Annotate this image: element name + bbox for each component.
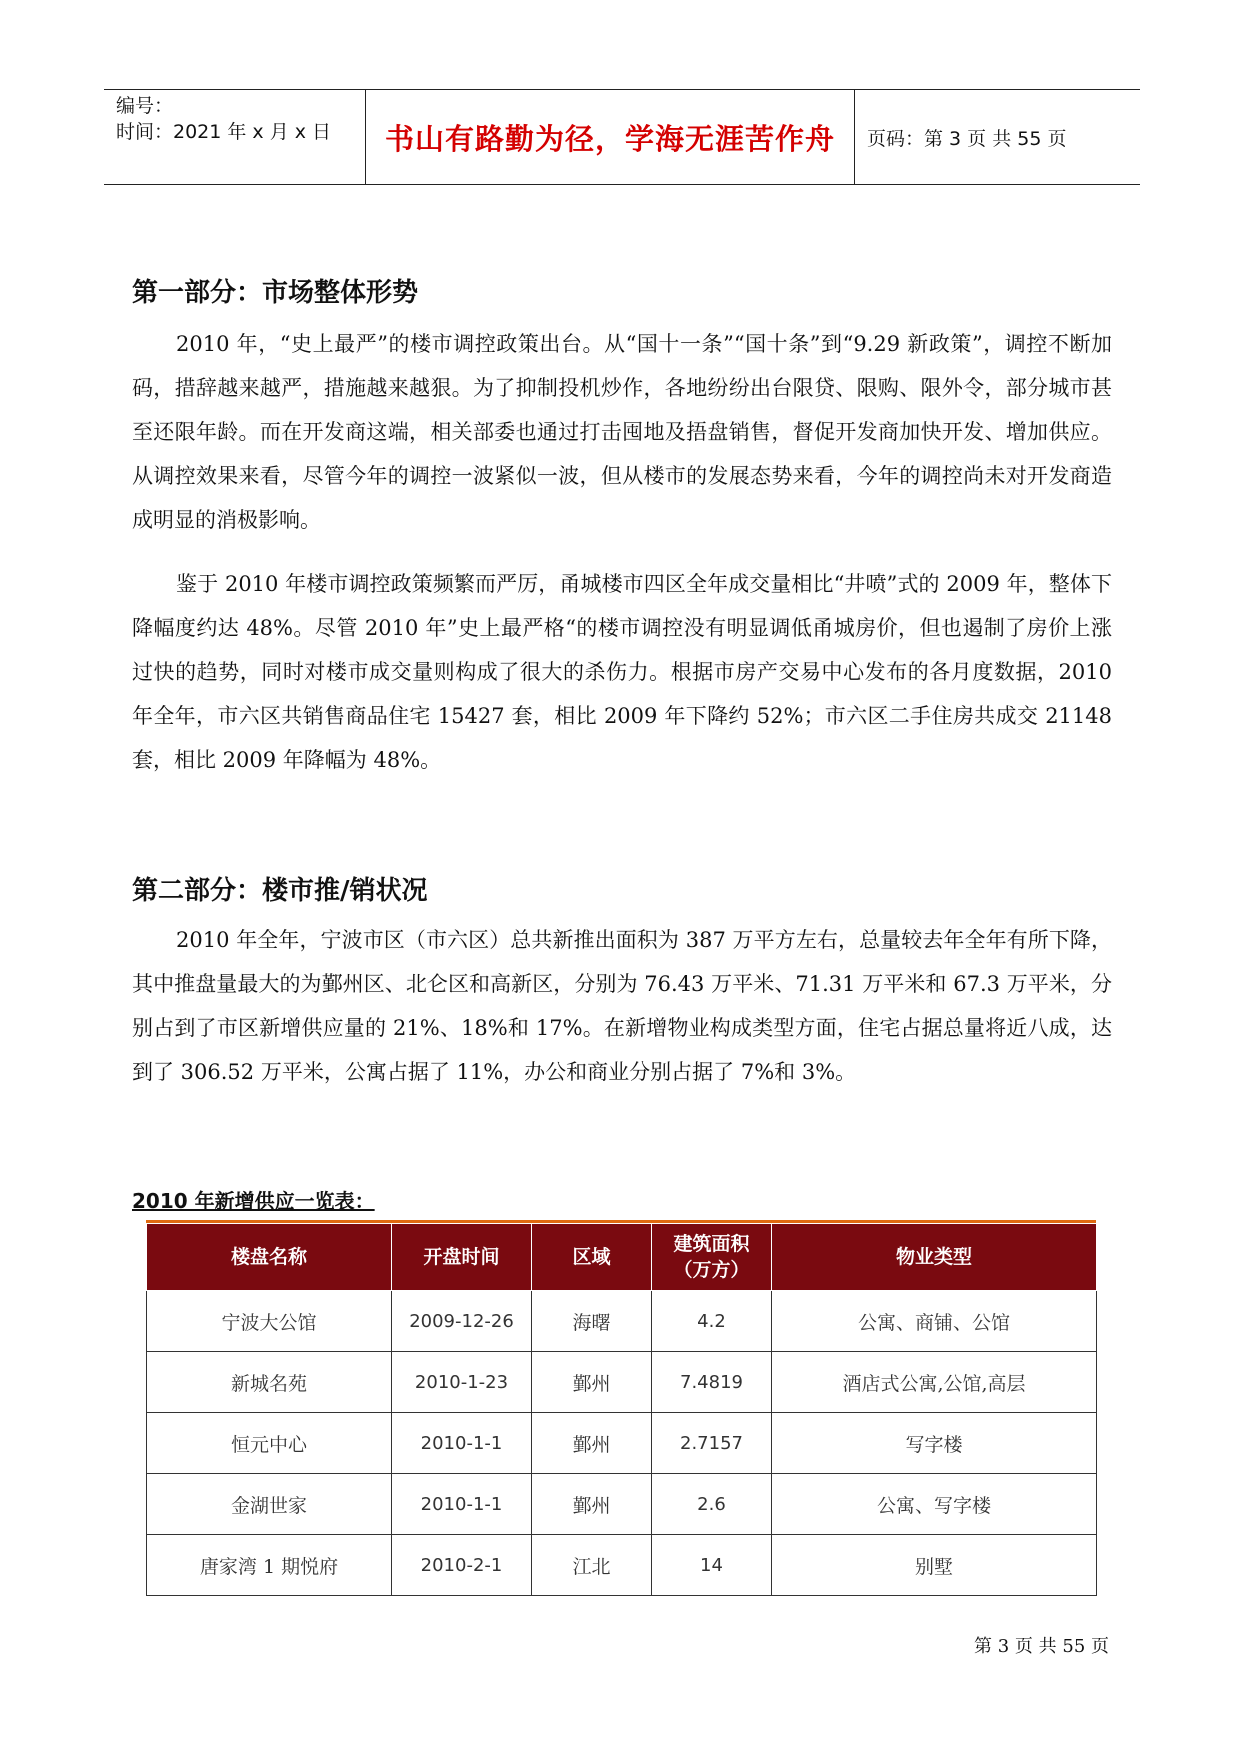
header-meta [104, 90, 366, 184]
header-number-label: 编号： [116, 95, 174, 117]
cell-open-date: 2009-12-26 [392, 1291, 532, 1352]
cell-district: 鄞州 [532, 1413, 652, 1474]
section1-paragraph-1: 2010 年，“史上最严”的楼市调控政策出台。从“国十一条”“国十条”到“9.29 新政策”，调控不断加码，措辞越来越严，措施越来越狠。为了抑制投机炒作，各地纷纷出台限贷、限购、限外令，部分城市甚至还限年龄。而在开发商这端，相关部委也通过打击囤地及捂盘销售，督促开发商加快开发、增加供应。从调控效果来看，尽管今年的调控一波紧似一波，但从楼市的发展态势来看，今年的调控尚未对开发商造成明显的消极影响。 [132, 332, 1112, 532]
table-row [147, 1413, 1097, 1474]
cell-project-name: 宁波大公馆 [147, 1291, 392, 1352]
section2-paragraph-1: 2010 年全年，宁波市区（市六区）总共新推出面积为 387 万平方左右，总量较去年全年有所下降，其中推盘量最大的为鄞州区、北仑区和高新区，分别为 76.43 万平米、71.31 万平米和 67.3 万平米，分别占到了市区新增供应量的 21%、18%和 17%。在新增物业构成类型方面，住宅占据总量将近八成，达到了 306.52 万平米，公寓占据了 11%，办公和商业分别占据了 7%和 3%。 [132, 928, 1112, 1084]
cell-property-type: 写字楼 [772, 1413, 1097, 1474]
cell-district: 海曙 [532, 1291, 652, 1352]
header-time-label: 时间：2021 年 x 月 x 日 [116, 121, 332, 143]
cell-floor-area: 2.7157 [652, 1413, 772, 1474]
table-row [147, 1291, 1097, 1352]
cell-project-name: 新城名苑 [147, 1352, 392, 1413]
cell-floor-area: 2.6 [652, 1474, 772, 1535]
table-row [147, 1352, 1097, 1413]
cell-district: 鄞州 [532, 1474, 652, 1535]
header-motto: 书山有路勤为径，学海无涯苦作舟 [366, 90, 855, 184]
cell-district: 鄞州 [532, 1352, 652, 1413]
header-page-info: 页码：第 3 页 共 55 页 [867, 127, 1067, 150]
supply-table [146, 1223, 1097, 1596]
cell-floor-area: 7.4819 [652, 1352, 772, 1413]
table-row [147, 1474, 1097, 1535]
page-footer: 第 3 页 共 55 页 [974, 1636, 1109, 1657]
section2-title: 第二部分：楼市推/销状况 [132, 876, 428, 906]
header-open-date: 开盘时间 [392, 1224, 532, 1291]
cell-project-name: 金湖世家 [147, 1474, 392, 1535]
cell-property-type: 公寓、商铺、公馆 [772, 1291, 1097, 1352]
header-floor-area: 建筑面积（万方） [652, 1224, 772, 1291]
cell-open-date: 2010-1-23 [392, 1352, 532, 1413]
header-district: 区域 [532, 1224, 652, 1291]
header-project-name: 楼盘名称 [147, 1224, 392, 1291]
section1-paragraph-2: 鉴于 2010 年楼市调控政策频繁而严厉，甬城楼市四区全年成交量相比“井喷”式的 2009 年，整体下降幅度约达 48%。尽管 2010 年”史上最严格“的楼市调控没有明显调低甬城房价，但也遏制了房价上涨过快的趋势，同时对楼市成交量则构成了很大的杀伤力。根据市房产交易中心发布的各月度数据，2010 年全年，市六区共销售商品住宅 15427 套，相比 2009 年下降约 52%；市六区二手住房共成交 21148 套，相比 2009 年降幅为 48%。 [132, 572, 1112, 772]
cell-district: 江北 [532, 1535, 652, 1596]
cell-property-type: 公寓、写字楼 [772, 1474, 1097, 1535]
cell-property-type: 别墅 [772, 1535, 1097, 1596]
cell-property-type: 酒店式公寓,公馆,高层 [772, 1352, 1097, 1413]
header-property-type: 物业类型 [772, 1224, 1097, 1291]
cell-project-name: 恒元中心 [147, 1413, 392, 1474]
cell-open-date: 2010-2-1 [392, 1535, 532, 1596]
supply-table-wrapper [146, 1220, 1096, 1596]
table-row [147, 1535, 1097, 1596]
table-header-row [147, 1224, 1097, 1291]
cell-floor-area: 4.2 [652, 1291, 772, 1352]
section1-title: 第一部分：市场整体形势 [132, 278, 419, 308]
table-caption: 2010 年新增供应一览表： [132, 1189, 375, 1213]
cell-open-date: 2010-1-1 [392, 1474, 532, 1535]
cell-project-name: 唐家湾 1 期悦府 [147, 1535, 392, 1596]
cell-open-date: 2010-1-1 [392, 1413, 532, 1474]
cell-floor-area: 14 [652, 1535, 772, 1596]
document-header [104, 89, 1140, 185]
